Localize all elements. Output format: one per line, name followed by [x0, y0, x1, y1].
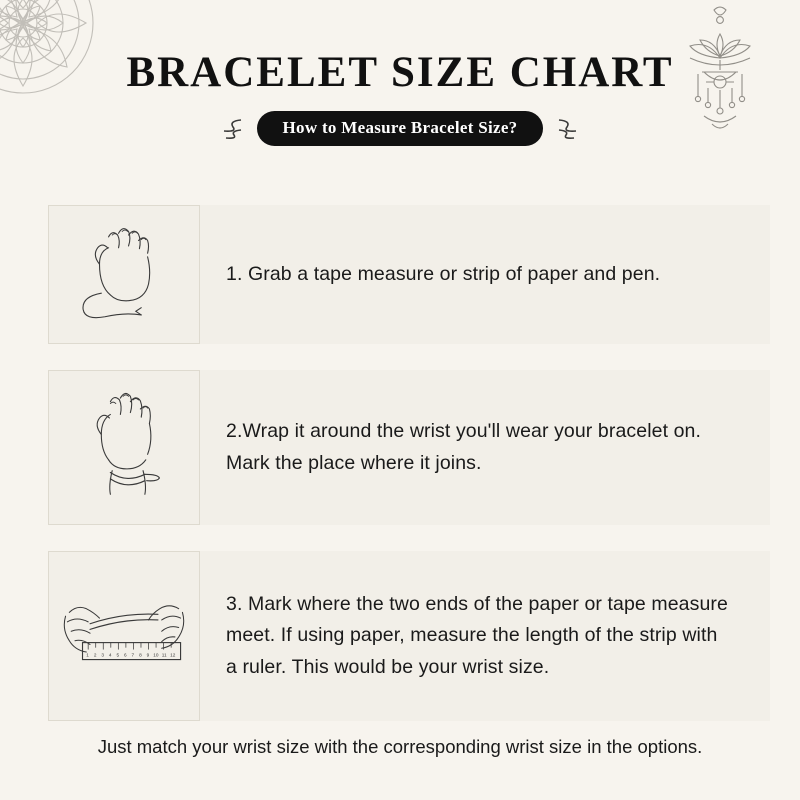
- squiggle-ornament-right: [555, 116, 581, 142]
- page-title: BRACELET SIZE CHART: [126, 49, 674, 96]
- list-item: [0, 370, 800, 525]
- list-item: [0, 551, 800, 721]
- step-text: 1. Grab a tape measure or strip of paper and pen.: [226, 262, 661, 285]
- footer-note: Just match your wrist size with the corresponding wrist size in the options.: [97, 736, 703, 757]
- squiggle-ornament-left: [219, 116, 245, 142]
- subtitle-row: [0, 111, 800, 146]
- step-text: 3. Mark where the two ends of the paper or tape measure meet. If using paper, measure the length of the strip with a ruler. This would be your wrist size.: [226, 592, 728, 678]
- svg-text:7: 7: [131, 652, 135, 658]
- step-body: [200, 370, 770, 525]
- hand-wrapping-tape-around-wrist-illustration: [48, 370, 200, 525]
- step-text: 2.Wrap it around the wrist you'll wear your bracelet on. Mark the place where it joins.: [226, 419, 702, 474]
- page-header: [0, 48, 800, 146]
- list-item: [0, 205, 800, 344]
- steps-list: [0, 205, 800, 747]
- svg-text:9: 9: [146, 652, 150, 658]
- hands-measuring-strip-with-ruler-illustration: [48, 551, 200, 721]
- svg-text:1: 1: [86, 652, 89, 658]
- subtitle-pill: How to Measure Bracelet Size?: [257, 111, 544, 146]
- step-body: [200, 205, 770, 344]
- svg-text:11: 11: [161, 652, 167, 658]
- hand-with-tape-measure-illustration: [48, 205, 200, 344]
- svg-text:2: 2: [93, 652, 97, 658]
- step-body: [200, 551, 770, 721]
- svg-text:12: 12: [170, 652, 176, 658]
- svg-text:6: 6: [124, 652, 127, 658]
- svg-text:8: 8: [139, 652, 142, 658]
- svg-text:5: 5: [116, 652, 120, 658]
- svg-text:4: 4: [108, 652, 112, 658]
- svg-text:10: 10: [153, 652, 159, 658]
- svg-text:3: 3: [101, 652, 104, 658]
